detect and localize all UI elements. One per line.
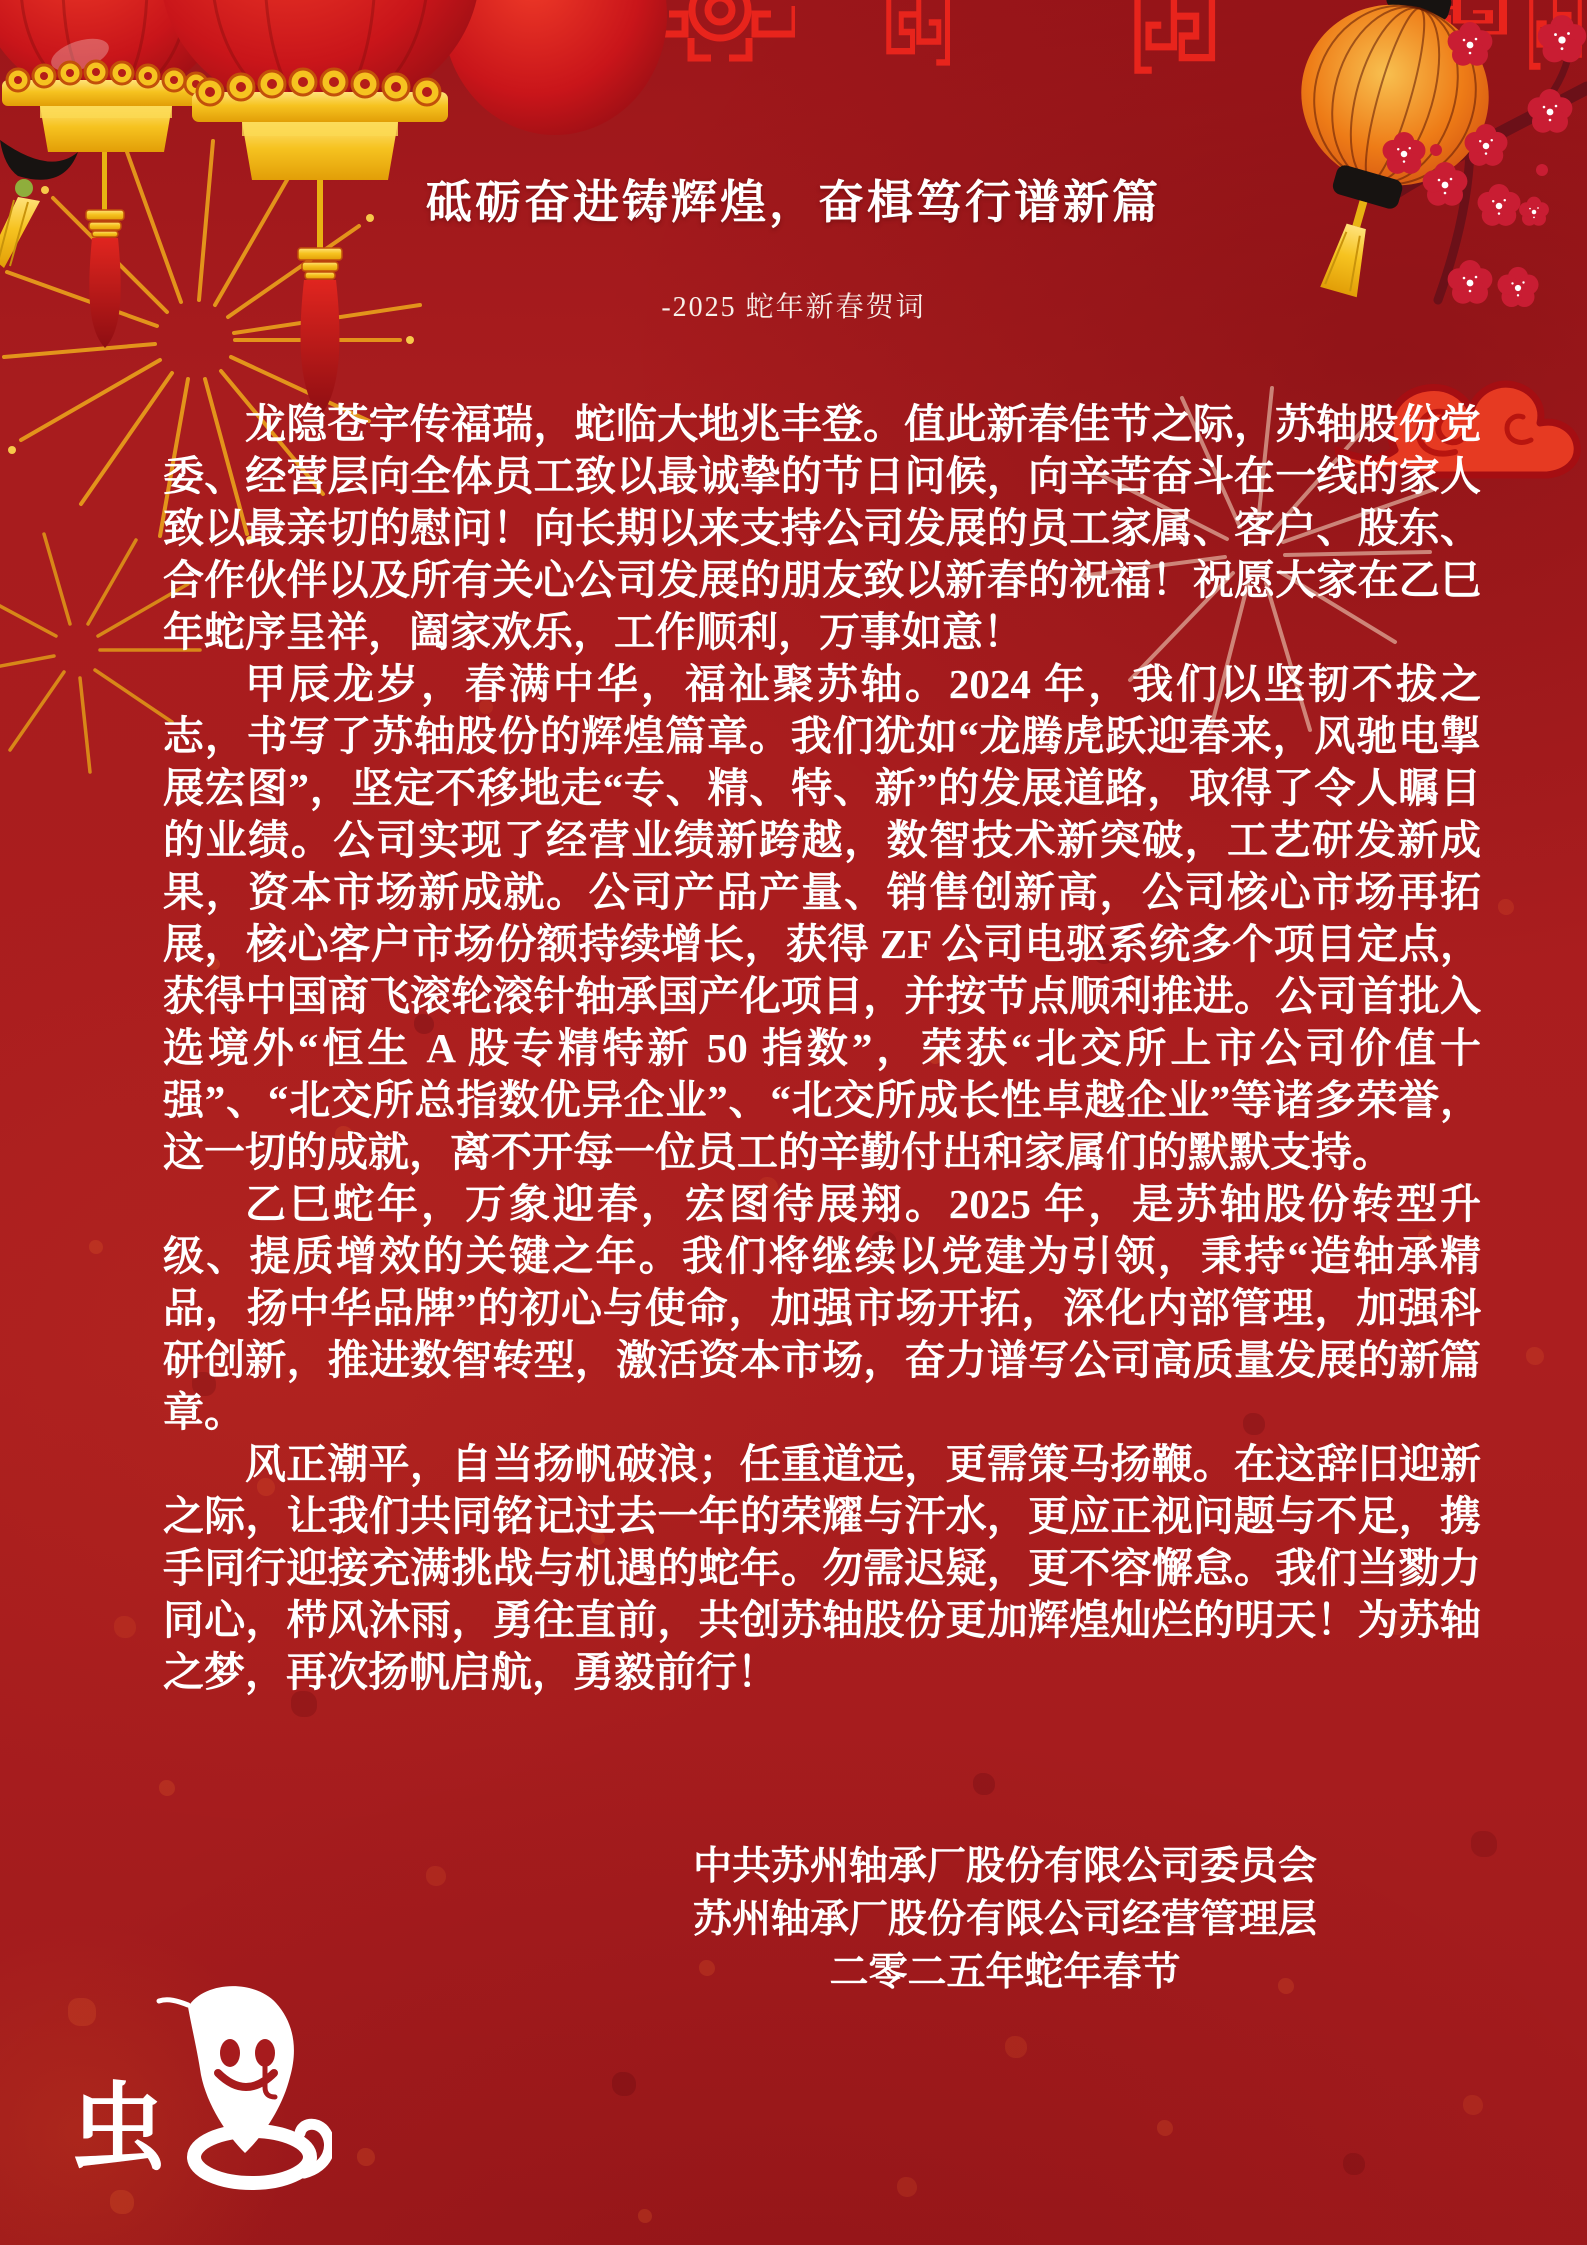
page-subtitle: -2025 蛇年新春贺词 [661, 292, 926, 323]
signature-line-date: 二零二五年蛇年春节 [829, 1951, 1181, 1994]
letter-paragraph: 龙隐苍宇传福瑞，蛇临大地兆丰登。值此新春佳节之际，苏轴股份党委、经营层向全体员工致以最诚挚的节日问候，向辛苦奋斗在一线的家人致以最亲切的慰问！向长期以来支持公司发展的员工家属、客户、股东、合作伙伴以及所有关心公司发展的朋友致以新春的祝福！祝愿大家在乙巳年蛇序呈祥，阖家欢乐，工作顺利，万事如意！ [163, 401, 1481, 655]
letter-body [163, 398, 1481, 1698]
lattice-fret-icon [1128, 0, 1223, 90]
letter-paragraph: 风正潮平，自当扬帆破浪；任重道远，更需策马扬鞭。在这辞旧迎新之际，让我们共同铭记过去一年的荣耀与汗水，更应正视问题与不足，携手同行迎接充满挑战与机遇的蛇年。勿需迟疑，更不容懈怠。我们当勠力同心，栉风沐雨，勇往直前，共创苏轴股份更加辉煌灿烂的明天！为苏轴之梦，再次扬帆启航，勇毅前行！ [163, 1441, 1481, 1695]
letter-paragraph: 乙巳蛇年，万象迎春，宏图待展翔。2025 年，是苏轴股份转型升级、提质增效的关键之年。我们将继续以党建为引领，秉持“造轴承精品，扬中华品牌”的初心与使命，加强市场开拓，深化内部管理，加强科研创新，推进数智转型，激活资本市场，奋力谱写公司高质量发展的新篇章。 [163, 1181, 1481, 1435]
signature-line-management: 苏州轴承厂股份有限公司经营管理层 [692, 1898, 1317, 1941]
lattice-fret-icon [880, 0, 955, 80]
signature-block [600, 1840, 1410, 1999]
signature-line-committee: 中共苏州轴承厂股份有限公司委员会 [692, 1845, 1317, 1888]
page-title: 砥砺奋进铸辉煌，奋楫笃行谱新篇 [426, 177, 1161, 228]
letter-paragraph: 甲辰龙岁，春满中华，福祉聚苏轴。2024 年，我们以坚韧不拔之志，书写了苏轴股份的辉煌篇章。我们犹如“龙腾虎跃迎春来，风驰电掣展宏图”，坚定不移地走“专、精、特、新”的发展道路，取得了令人瞩目的业绩。公司实现了经营业绩新跨越，数智技术新突破，工艺研发新成果，资本市场新成就。公司产品产量、销售创新高，公司核心市场再拓展，核心客户市场份额持续增长，获得 ZF 公司电驱系统多个项目定点，获得中国商飞滚轮滚针轴承国产化项目，并按节点顺利推进。公司首批入选境外“恒生 A 股专精特新 50 指数”，荣获“北交所上市公司价值十强”、“北交所总指数优异企业”、“北交所成长性卓越企业”等诸多荣誉，这一切的成就，离不开每一位员工的辛勤付出和家属们的默默支持。 [163, 661, 1481, 1175]
bug-radical-glyph: 虫 [70, 2075, 166, 2182]
snake-icon [152, 1985, 332, 2195]
snake-logo-icon [70, 1985, 332, 2195]
